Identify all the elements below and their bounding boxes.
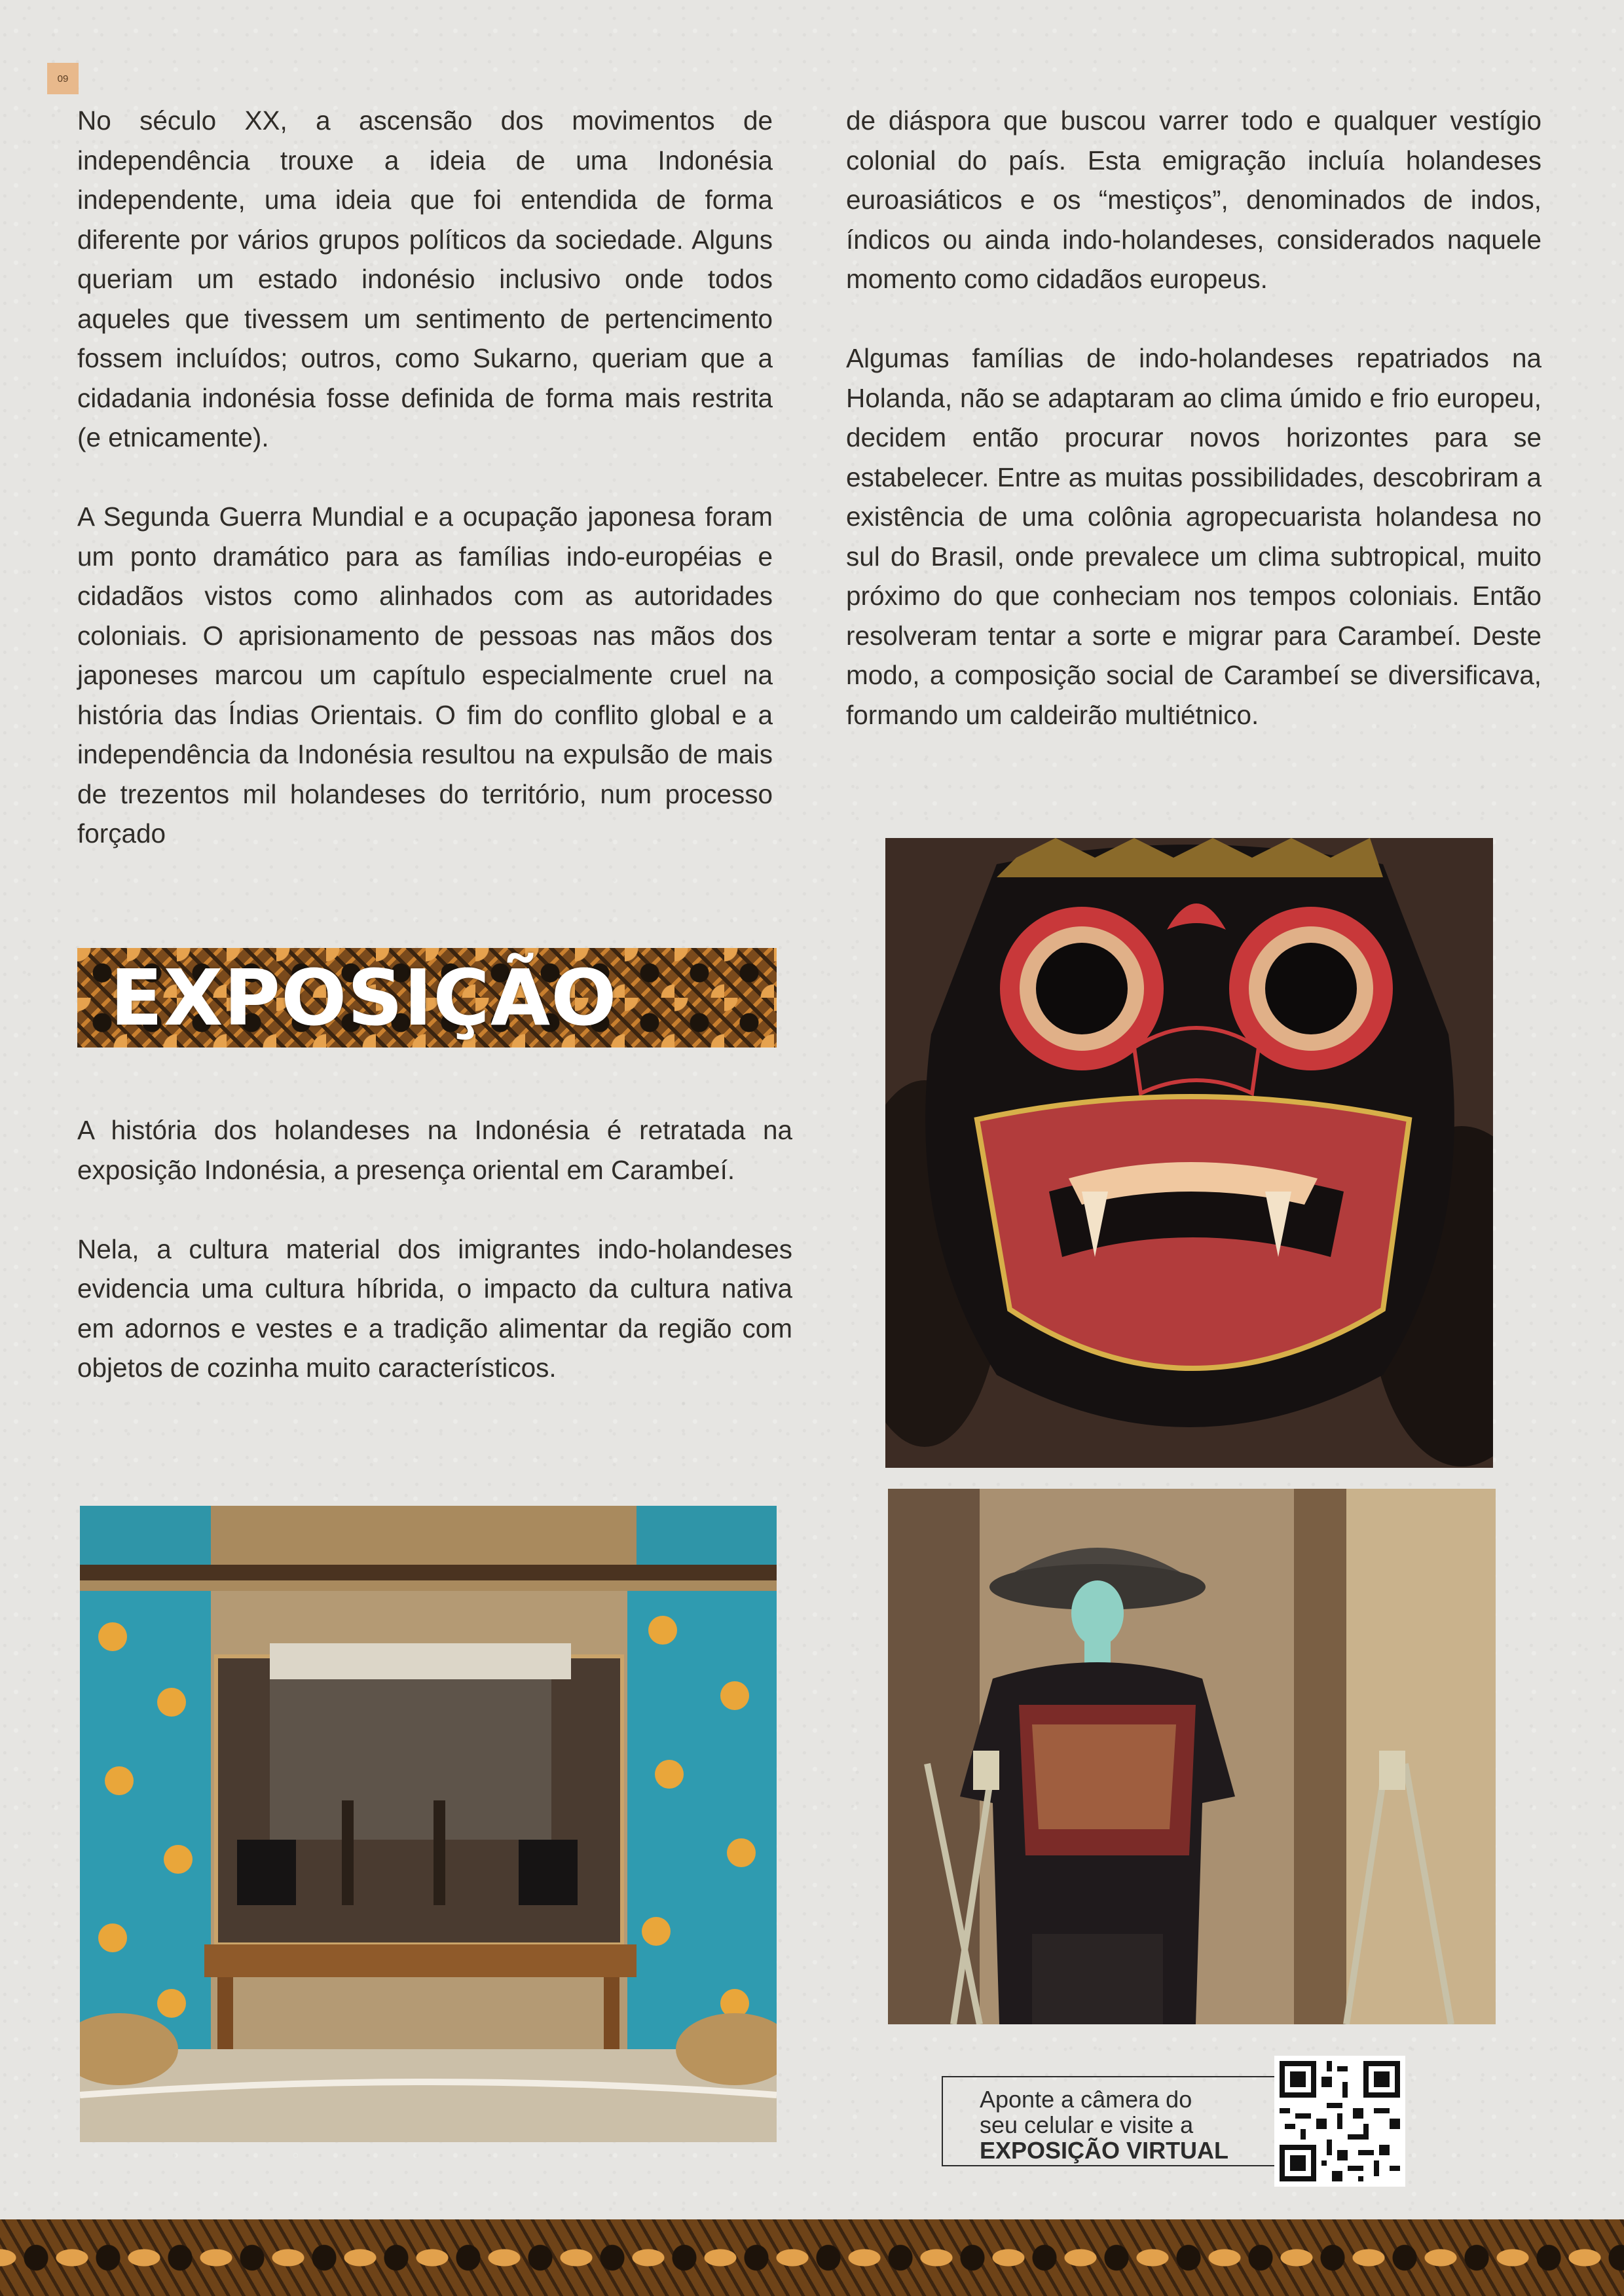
mask-photo — [885, 838, 1493, 1468]
exposicao-column — [77, 1110, 792, 1388]
qr-code[interactable] — [1274, 2056, 1405, 2187]
qr-line-emphasis: EXPOSIÇÃO VIRTUAL — [980, 2137, 1229, 2164]
section-title: EXPOSIÇÃO — [110, 953, 618, 1043]
exposicao-banner — [77, 948, 777, 1048]
qr-callout-text — [980, 2086, 1228, 2163]
intro-paragraph: A Segunda Guerra Mundial e a ocupação japonesa foram um ponto dramático para as famílias indo-européias e cidadãos vistos como alinhados com as autoridades coloniais. O aprisionamento de pessoas nas mãos dos japoneses marcou um capítulo especialmente cruel na história das Índias Orientais. O fim do conflito global e a independência da Indonésia resultou na expulsão de mais de trezentos mil holandeses do território, num processo forçado — [77, 501, 773, 848]
intro-paragraph: Algumas famílias de indo-holandeses repatriados na Holanda, não se adaptaram ao clima úmido e frio europeu, decidem então procurar novos horizontes para se estabelecer. Entre as muitas possibilidades, descobriram a existência de uma colônia agropecuarista holandesa no sul do Brasil, onde prevalece um clima subtropical, muito próximo do que conheciam nos tempos coloniais. Então resolveram tentar a sorte e migrar para Carambeí. Deste modo, a composição social de Carambeí se diversificava, formando um caldeirão multiétnico. — [846, 343, 1541, 730]
exposicao-paragraph: A história dos holandeses na Indonésia é retratada na exposição Indonésia, a presença oriental em Carambeí. — [77, 1115, 792, 1185]
mannequin-photo — [888, 1489, 1496, 2024]
display-case-photo — [80, 1506, 777, 2142]
batik-footer-band — [0, 2219, 1624, 2296]
qr-line: Aponte a câmera do — [980, 2086, 1192, 2113]
qr-line: seu celular e visite a — [980, 2111, 1194, 2138]
intro-paragraph: de diáspora que buscou varrer todo e qualquer vestígio colonial do país. Esta emigração incluía holandeses euroasiáticos e os “mestiços”, denominados de indos, índicos ou ainda indo-holandeses, considerados naquele momento como cidadãos europeus. — [846, 105, 1541, 294]
intro-paragraph: No século XX, a ascensão dos movimentos de independência trouxe a ideia de uma Indonésia independente, uma ideia que foi entendida de forma diferente por vários grupos políticos da sociedade. Alguns queriam um estado indonésio inclusivo onde todos aqueles que tivessem um sentimento de pertencimento fossem incluídos; outros, como Sukarno, queriam que a cidadania indonésia fosse definida de forma mais restrita (e etnicamente). — [77, 105, 773, 452]
intro-left-column — [77, 101, 773, 854]
page-number: 09 — [47, 63, 79, 94]
exposicao-paragraph: Nela, a cultura material dos imigrantes indo-holandeses evidencia uma cultura híbrida, o impacto da cultura nativa em adornos e vestes e a tradição alimentar da região com objetos de cozinha muito característicos. — [77, 1233, 792, 1383]
qr-callout — [942, 2076, 1280, 2166]
intro-right-column — [846, 101, 1541, 735]
